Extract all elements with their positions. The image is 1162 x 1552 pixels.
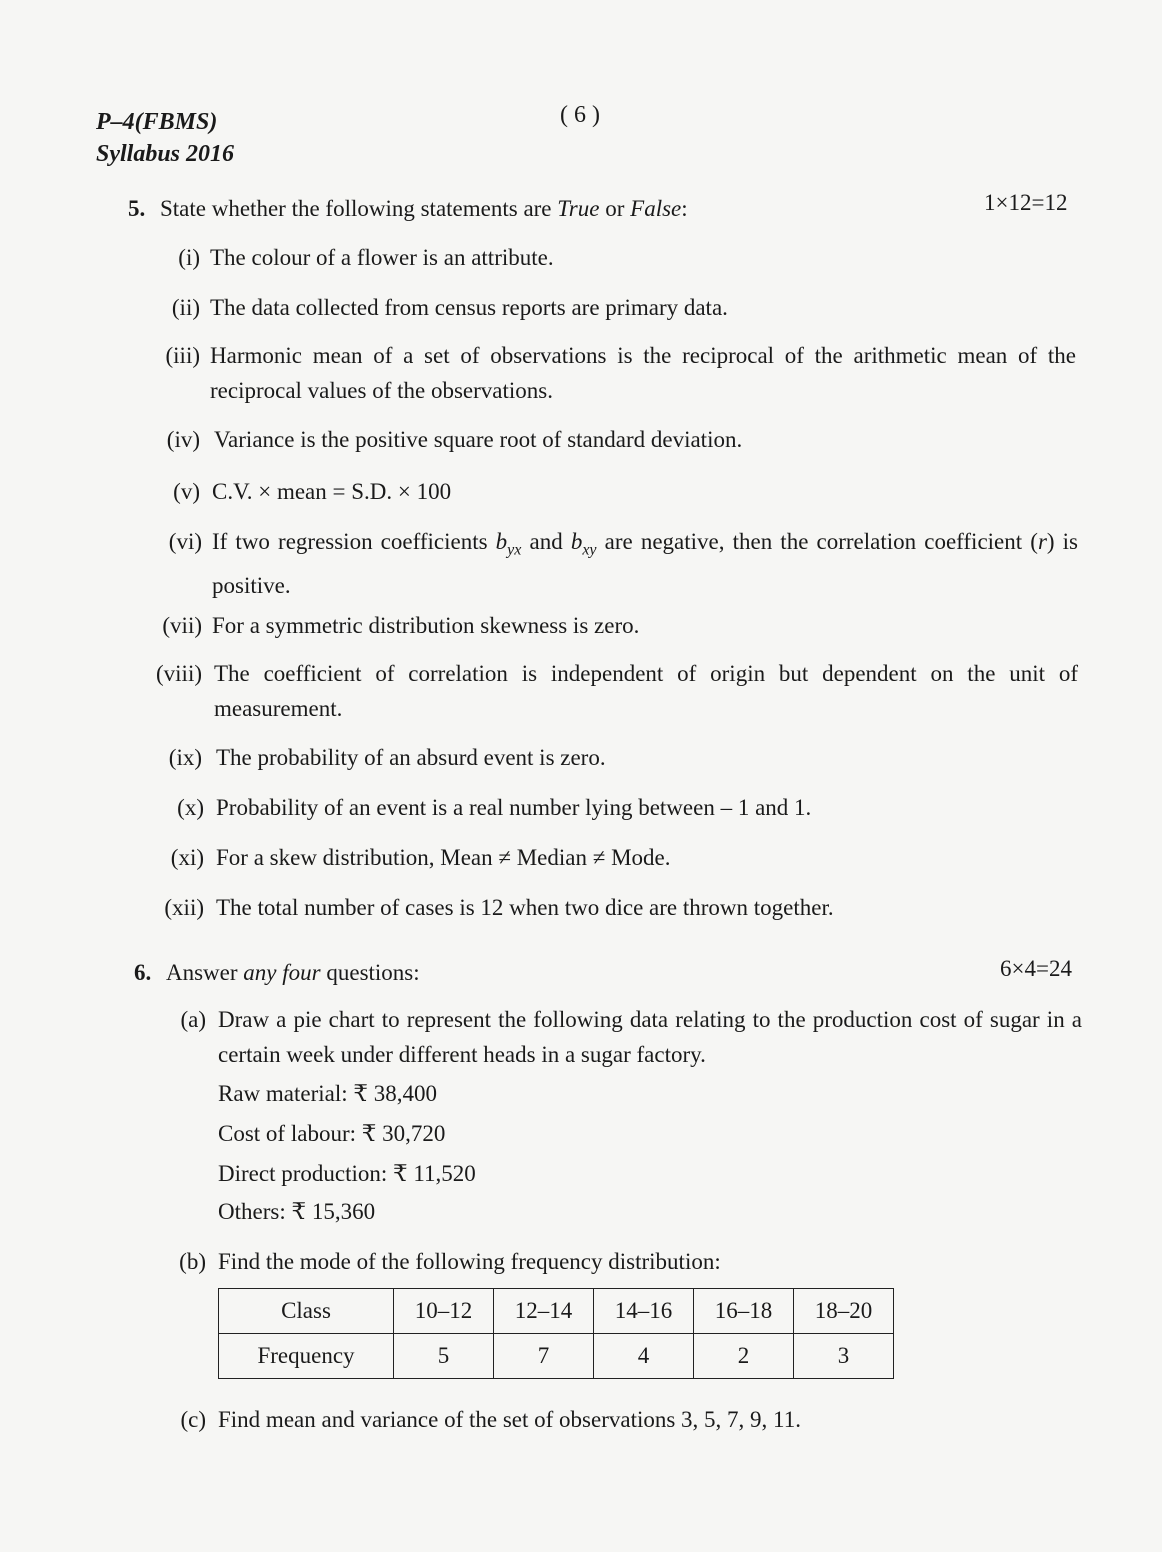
frequency-cell: 7 — [494, 1334, 594, 1379]
table-row-class — [219, 1289, 894, 1334]
cost-raw-material: Raw material: ₹ 38,400 — [218, 1081, 438, 1106]
class-cell: 14–16 — [594, 1289, 694, 1334]
frequency-cell: 5 — [394, 1334, 494, 1379]
class-cell: 18–20 — [794, 1289, 894, 1334]
exam-page: P–4(FBMS) Syllabus 2016 ( 6 ) 5. State whether the following statements are True or False: 1×12=12 (i) The colour of a flower is an attribute. (ii) The data collected from census reports are primary data. (iii) Harmonic mean of a set of observations is the reciprocal of the arithmetic mean of the reciprocal values of the observations. (iv) Variance is the positive square root of standard deviation. (v) C.V. × mean = S.D. × 100 (vi) If two regression coefficients $b_{yx}$ and $b_{xy}$ are negative, then the correlation coefficient (r) is positive. (vii) For a symmetric distribution skewness is zero. (viii) The coefficient of correlation is independent of origin but dependent on the unit of measurement. (ix) The probability of an absurd event is zero. (x) Probability of an event is a real number lying between – 1 and 1. (xi) For a skew distribution, Mean ≠ Median ≠ Mode. (xii) The total number of cases is 12 when two dice are thrown together. 6. Answer any four questions: 6×4=24 (a) Draw a pie chart to represent the following data relating to the production cost of sugar in a certain week under different heads in a sugar factory. Raw material: ₹ 38,400 Cost of labour: ₹ 30,720 Direct production: ₹ 11,520 Others: ₹ 15,360 (b) Find the mode of the following frequency distribution: Class 10–12 12–14 14–16 16–18 18–20 Frequency 5 7 4 2 3 (c) Find mean and variance of the set of observations 3, 5, 7, 9, 11. — [96, 102, 1082, 1432]
q5-marks: 1×12=12 — [984, 190, 1068, 215]
class-cell: 16–18 — [694, 1289, 794, 1334]
table-row-frequency — [219, 1334, 894, 1379]
page-number: ( 6 ) — [560, 102, 600, 128]
cost-direct-production: Direct production: ₹ 11,520 — [218, 1161, 476, 1186]
table-header-frequency: Frequency — [219, 1334, 394, 1379]
syllabus-year: Syllabus 2016 — [96, 141, 235, 167]
q5-stem: State whether the following statements are True or False: — [160, 196, 688, 221]
frequency-cell: 3 — [794, 1334, 894, 1379]
frequency-table — [218, 1288, 894, 1379]
q5-number: 5. — [128, 196, 146, 221]
paper-code: P–4(FBMS) — [96, 109, 218, 135]
table-header-class: Class — [219, 1289, 394, 1334]
cost-labour: Cost of labour: ₹ 30,720 — [218, 1121, 446, 1146]
frequency-cell: 4 — [594, 1334, 694, 1379]
class-cell: 10–12 — [394, 1289, 494, 1334]
paper-header — [96, 106, 234, 170]
q6-marks: 6×4=24 — [1000, 956, 1072, 981]
q6-number: 6. — [134, 960, 152, 985]
cost-others: Others: ₹ 15,360 — [218, 1199, 376, 1224]
frequency-cell: 2 — [694, 1334, 794, 1379]
q6-stem: Answer any four questions: — [166, 960, 420, 985]
class-cell: 12–14 — [494, 1289, 594, 1334]
